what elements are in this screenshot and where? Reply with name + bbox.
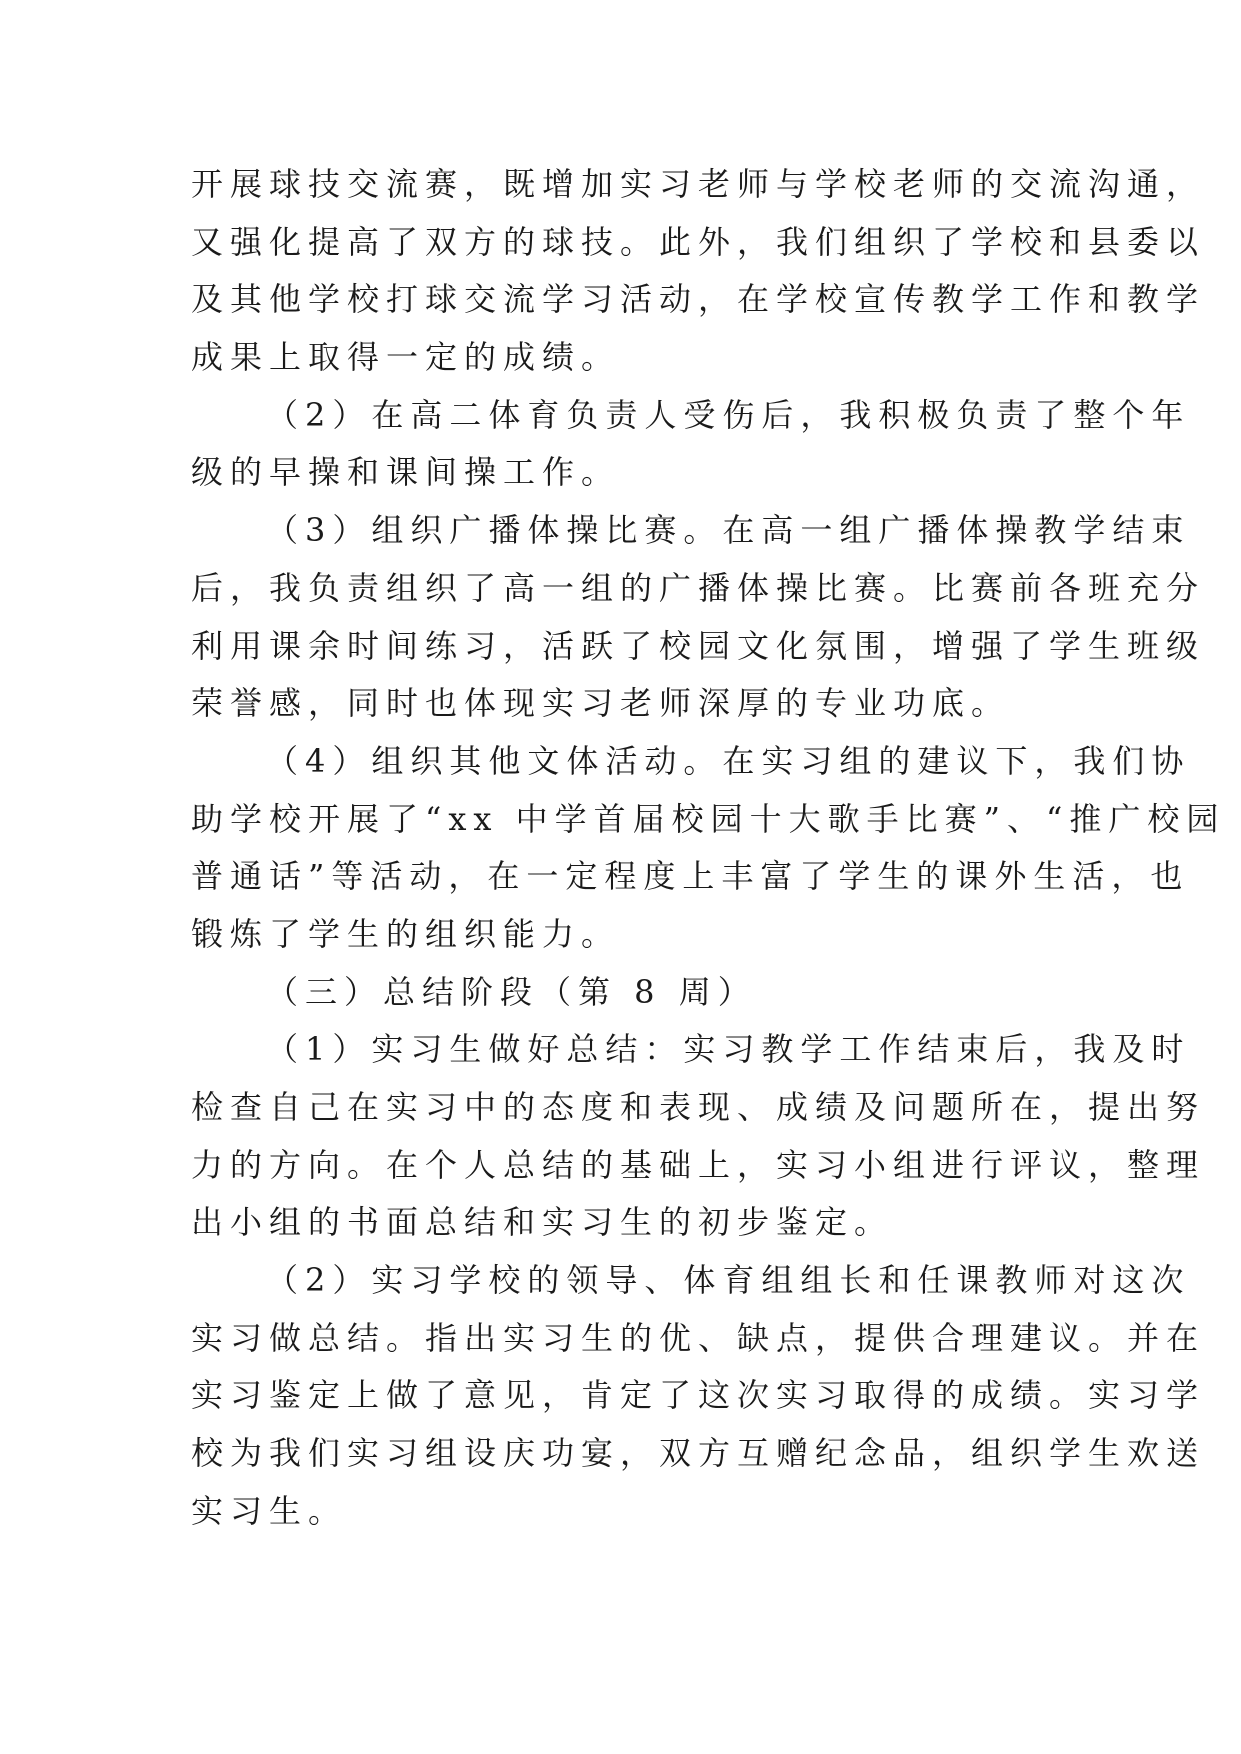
- paragraph-start-line: （3）组织广播体操比赛。在高一组广播体操教学结束: [266, 511, 1191, 550]
- paragraph-start-line: （2）在高二体育负责人受伤后，我积极负责了整个年: [266, 395, 1191, 434]
- paragraph-start-line: （4）组织其他文体活动。在实习组的建议下，我们协: [266, 741, 1191, 780]
- text-line: 锻炼了学生的组织能力。: [191, 914, 621, 953]
- text-line: 校为我们实习组设庆功宴，双方互赠纪念品，组织学生欢送: [191, 1434, 1206, 1473]
- text-line: 利用课余时间练习，活跃了校园文化氛围，增强了学生班级: [191, 626, 1206, 665]
- text-line: 助学校开展了“xx 中学首届校园十大歌手比赛”、“推广校园: [191, 799, 1226, 838]
- text-line: 又强化提高了双方的球技。此外，我们组织了学校和县委以: [191, 222, 1206, 261]
- paragraph-start-line: （2）实习学校的领导、体育组组长和任课教师对这次: [266, 1261, 1191, 1300]
- text-line: 力的方向。在个人总结的基础上，实习小组进行评议，整理: [191, 1145, 1206, 1184]
- paragraph-start-line: （1）实习生做好总结：实习教学工作结束后，我及时: [266, 1030, 1191, 1069]
- text-line: 及其他学校打球交流学习活动，在学校宣传教学工作和教学: [191, 280, 1206, 319]
- text-line: 实习做总结。指出实习生的优、缺点，提供合理建议。并在: [191, 1318, 1206, 1357]
- text-line: 检查自己在实习中的态度和表现、成绩及问题所在，提出努: [191, 1088, 1206, 1126]
- text-line: 级的早操和课间操工作。: [191, 453, 621, 492]
- text-line: 普通话”等活动，在一定程度上丰富了学生的课外生活，也: [191, 857, 1190, 896]
- text-line: 实习鉴定上做了意见，肯定了这次实习取得的成绩。实习学: [191, 1376, 1206, 1415]
- document-body: [191, 156, 1226, 1541]
- text-line: 成果上取得一定的成绩。: [191, 338, 621, 377]
- text-line: 实习生。: [191, 1491, 348, 1530]
- text-line: 后，我负责组织了高一组的广播体操比赛。比赛前各班充分: [191, 568, 1206, 607]
- section-heading: （三）总结阶段（第 8 周）: [266, 972, 757, 1011]
- text-line: 出小组的书面总结和实习生的初步鉴定。: [191, 1203, 894, 1242]
- text-line: 荣誉感，同时也体现实习老师深厚的专业功底。: [191, 684, 1011, 723]
- text-line: 开展球技交流赛，既增加实习老师与学校老师的交流沟通，: [191, 165, 1206, 203]
